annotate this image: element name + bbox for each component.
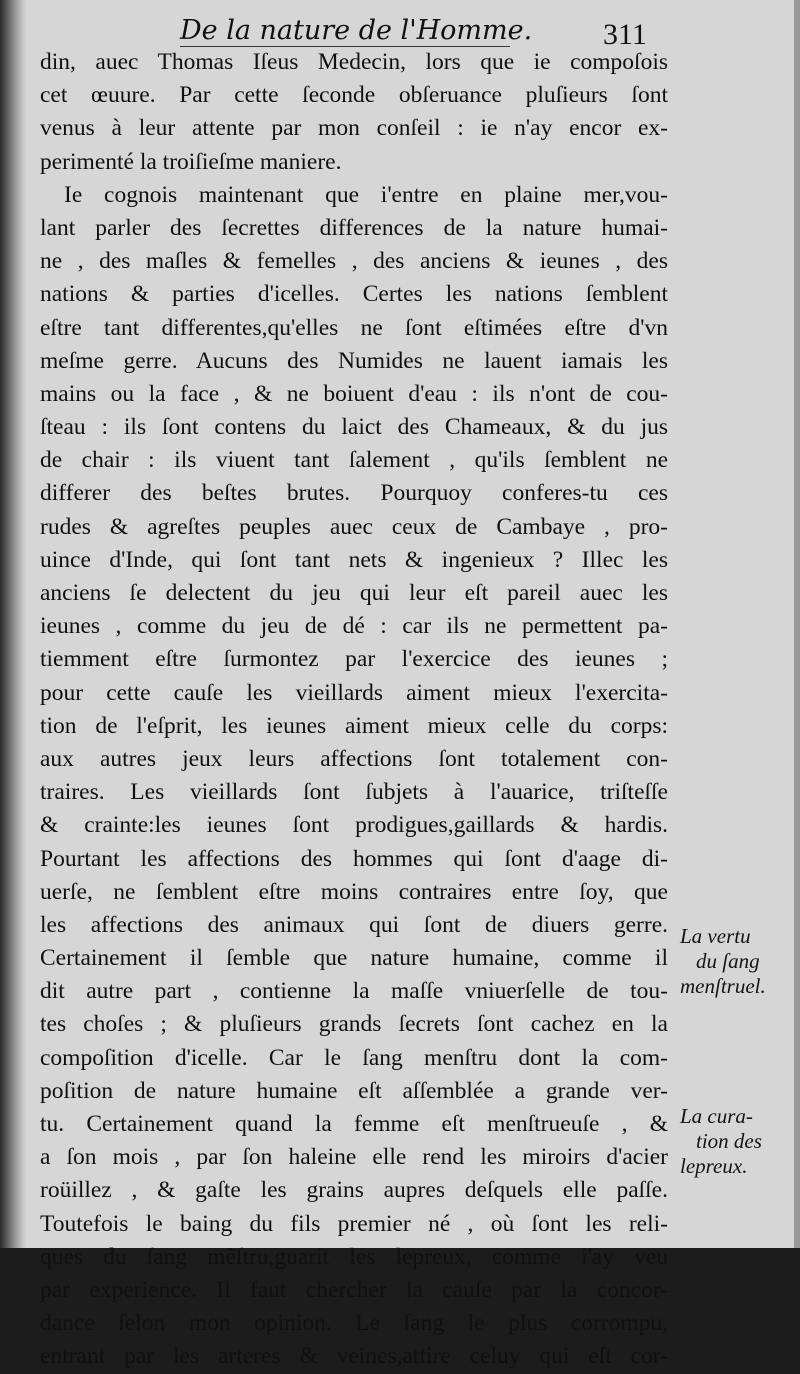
text-line: ques du ſang mẽſtru,guarit les lepreux, comme i'ay veu [40, 1243, 668, 1270]
text-line: tion de l'eſprit, les ieunes aiment mieux celle du corps: [40, 712, 668, 739]
page-number: 311 [603, 18, 647, 51]
marginal-note-line: du ſang [696, 949, 760, 973]
text-line: cet œuure. Par cette ſeconde obſeruance pluſieurs ſont [40, 82, 668, 109]
text-line: din, auec Thomas Iſeus Medecin, lors que ie compoſois [40, 49, 668, 75]
text-line: Toutefois le baing du fils premier né , où ſont les reli- [40, 1210, 668, 1237]
text-line: dance ſelon mon opinion. Le ſang le plus corrompu, [40, 1310, 668, 1337]
text-line: eſtre tant differentes,qu'elles ne ſont eſtimées eſtre d'vn [40, 314, 668, 341]
text-line: rudes & agreſtes peuples auec ceux de Cambaye , pro- [40, 513, 668, 540]
text-line: Pourtant les affections des hommes qui ſont d'aage di- [40, 845, 668, 872]
text-line: ſteau : ils ſont contens du laict des Chameaux, & du jus [40, 414, 668, 441]
text-line: anciens ſe delectent du jeu qui leur eſt pareil auec les [40, 580, 668, 606]
page-edge [794, 0, 800, 1248]
text-line: Certainement il ſemble que nature humaine, comme il [40, 945, 668, 972]
text-line: meſme gerre. Aucuns des Numides ne lauent iamais les [40, 347, 668, 374]
marginal-note-line: La vertu [680, 924, 751, 948]
text-line: ieunes , comme du jeu de dé : car ils ne permettent pa- [40, 613, 668, 640]
text-line: Ie cognois maintenant que i'entre en plaine mer,vou- [64, 181, 668, 208]
text-line: mains ou la face , & ne boiuent d'eau : ils n'ont de cou- [40, 380, 668, 407]
text-line: dit autre part , contienne la maſſe vniuerſelle de tou- [40, 978, 668, 1005]
text-line: venus à leur attente par mon conſeil : ie n'ay encor ex- [40, 115, 668, 142]
text-line: roüillez , & gaſte les grains aupres deſquels elle paſſe. [40, 1177, 668, 1204]
running-head: De la nature de l'Homme. [180, 15, 533, 46]
text-line: tu. Certainement quand la femme eſt menſtrueuſe , & [40, 1111, 668, 1137]
text-line: entrant par les arteres & veines,attire celuy qui eſt cor- [40, 1343, 668, 1370]
marginal-note-menstrual-blood [680, 924, 766, 999]
marginal-note-line: La cura- [680, 1104, 753, 1128]
text-line: aux autres jeux leurs affections ſont totalement con- [40, 745, 668, 772]
text-line: de chair : ils viuent tant ſalement , qu'ils ſemblent ne [40, 447, 668, 474]
text-line: par experience. Il faut chercher la cauſe par la concor- [40, 1276, 668, 1303]
marginal-note-line: lepreux. [680, 1154, 748, 1178]
text-line: differer des beſtes brutes. Pourquoy conferes-tu ces [40, 480, 668, 507]
text-line: lant parler des ſecrettes differences de la nature humai- [40, 214, 668, 241]
binding-gutter [0, 0, 26, 1248]
text-line: tiemment eſtre ſurmontez par l'exercice des ieunes ; [40, 646, 668, 673]
body-text [40, 46, 668, 1374]
text-line: compoſition d'icelle. Car le ſang menſtru dont la com- [40, 1044, 668, 1071]
text-line: nations & parties d'icelles. Certes les nations ſemblent [40, 281, 668, 308]
text-line: les affections des animaux qui ſont de diuers gerre. [40, 911, 668, 938]
text-line: perimenté la troiſieſme maniere. [40, 148, 342, 175]
text-line: pour cette cauſe les vieillards aiment mieux l'exercita- [40, 679, 668, 706]
text-line: a ſon mois , par ſon haleine elle rend les miroirs d'acier [40, 1144, 668, 1171]
text-line: tes choſes ; & pluſieurs grands ſecrets ſont cachez en la [40, 1011, 668, 1038]
text-line: poſition de nature humaine eſt aſſemblée a grande ver- [40, 1077, 668, 1104]
text-line: traires. Les vieillards ſont ſubjets à l'auarice, triſteſſe [40, 779, 668, 806]
marginal-note-leprosy-cure [680, 1104, 762, 1179]
marginal-note-line: menſtruel. [680, 974, 766, 998]
text-line: & crainte:les ieunes ſont prodigues,gaillards & hardis. [40, 812, 668, 839]
text-line: uince d'Inde, qui ſont tant nets & ingenieux ? Illec les [40, 546, 668, 573]
text-line: uerſe, ne ſemblent eſtre moins contraires entre ſoy, que [40, 878, 668, 905]
marginal-note-line: tion des [696, 1129, 762, 1153]
text-line: ne , des maſles & femelles , des anciens & ieunes , des [40, 248, 668, 275]
